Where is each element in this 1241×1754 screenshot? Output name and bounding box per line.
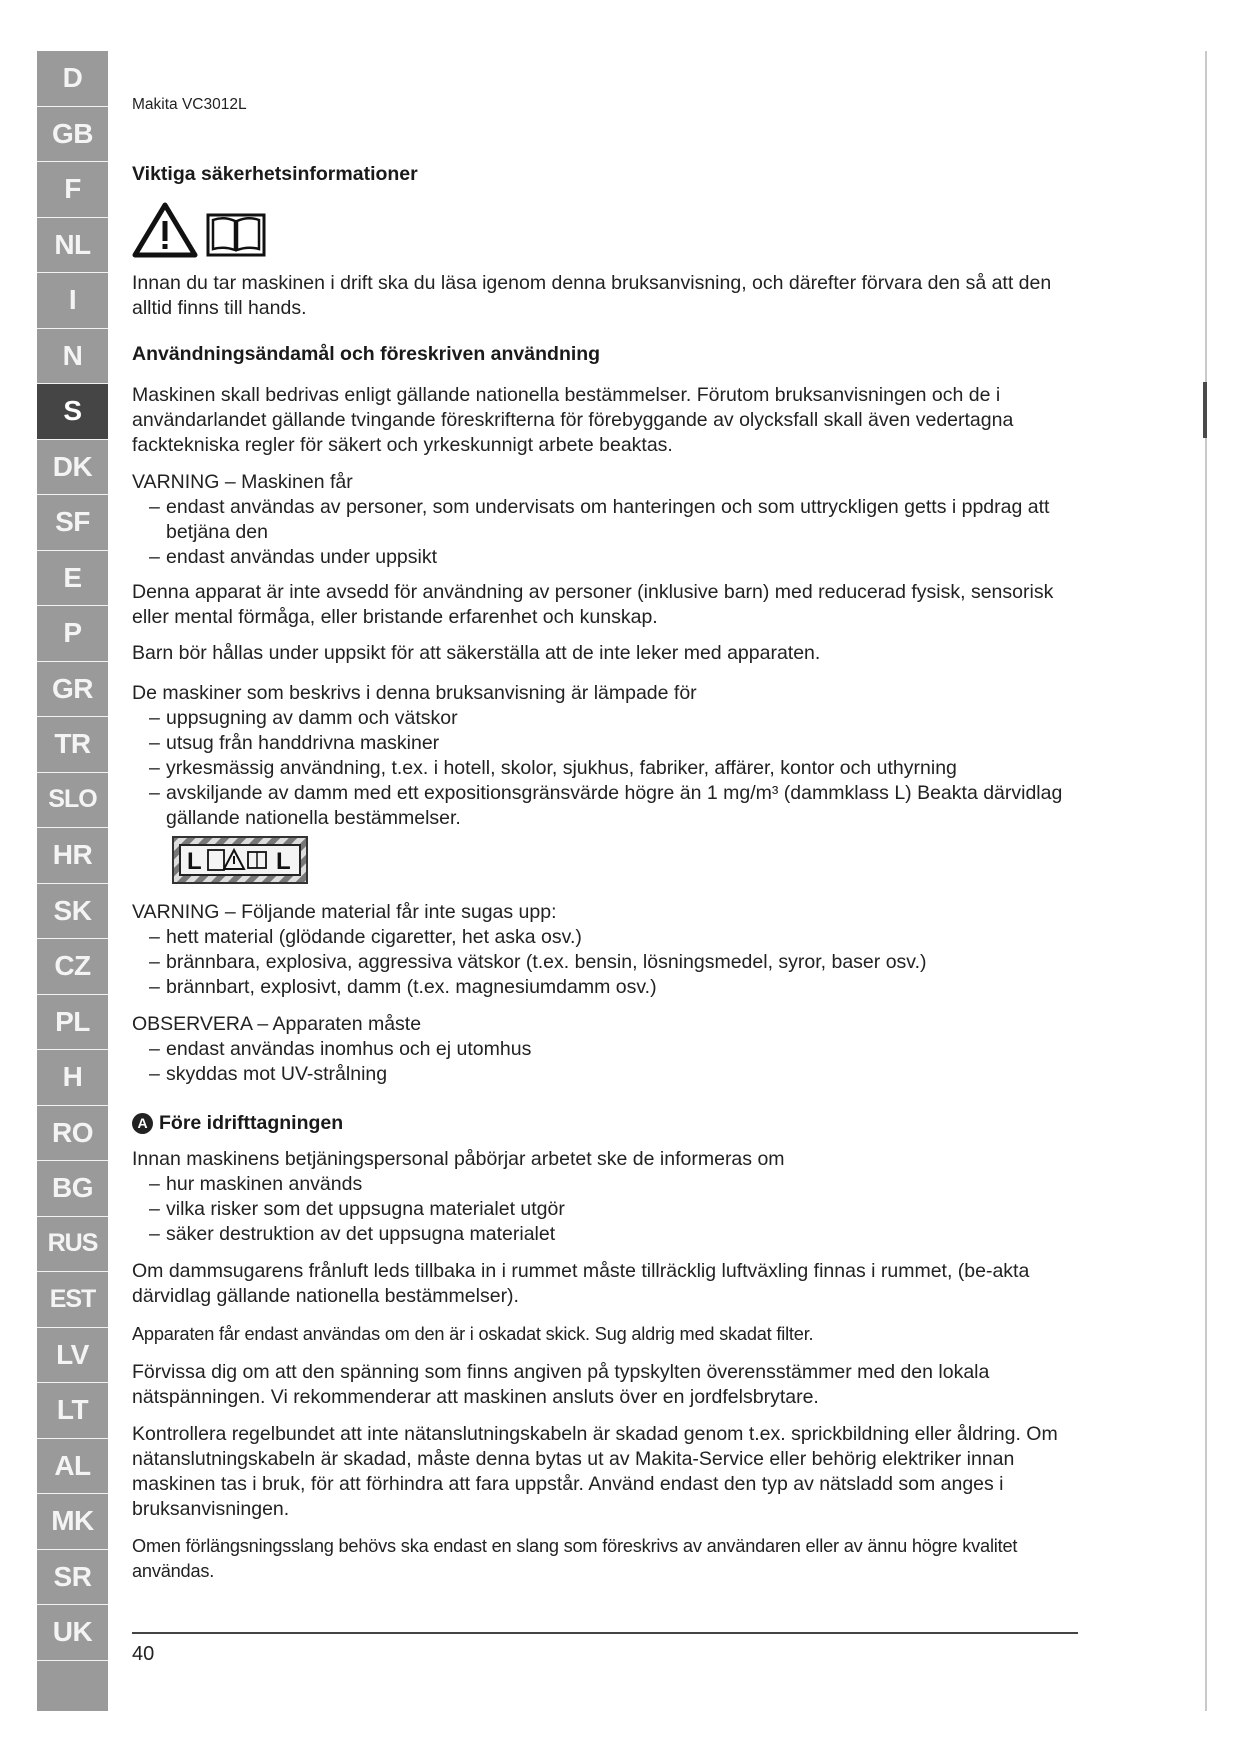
language-tab-mk[interactable]: MK [37, 1494, 108, 1550]
language-tab-nl[interactable]: NL [37, 218, 108, 274]
language-tab-est[interactable]: EST [37, 1272, 108, 1328]
children-paragraph: Barn bör hållas under uppsikt för att säkerställa att de inte leker med apparaten. [132, 642, 821, 664]
language-tab-f[interactable]: F [37, 162, 108, 218]
cable-paragraph: Kontrollera regelbundet att inte nätanslutningskabeln är skadad genom t.ex. sprickbildning eller åldring. Om nätanslutningskabeln är skadad, måste denna bytas ut av Makita-Service eller behörig elektriker innan maskinen tas i bruk, för att förhindra att fara uppstår. Använd endast den typ av nätsladd som anges i bruksanvisningen. [132, 1423, 1058, 1520]
list-item: – uppsugning av damm och vätskor [149, 707, 458, 729]
safety-heading: Viktiga säkerhetsinformationer [132, 163, 418, 185]
voltage-paragraph: Förvissa dig om att den spänning som finns angiven på typskylten överensstämmer med den lokala nätspänningen. Vi rekommenderar att maskinen ansluts över en jordfelsbrytare. [132, 1361, 990, 1408]
note-intro: OBSERVERA – Apparaten måste [132, 1013, 422, 1035]
list-item: – säker destruktion av det uppsugna materialet [149, 1223, 556, 1245]
language-tab-p[interactable]: P [37, 606, 108, 662]
damage-paragraph: Apparaten får endast användas om den är i oskadat skick. Sug aldrig med skadat filter. [132, 1324, 814, 1344]
before-use-intro: Innan maskinens betjäningspersonal påbörjar arbetet ske de informeras om [132, 1148, 785, 1170]
warning-block-materials [132, 900, 1092, 1000]
list-item: – endast användas inomhus och ej utomhus [149, 1038, 532, 1060]
language-tab-tr[interactable]: TR [37, 717, 108, 773]
language-tab-rus[interactable]: RUS [37, 1217, 108, 1273]
dust-class-letter-right: L [276, 848, 291, 875]
language-tab-lt[interactable]: LT [37, 1383, 108, 1439]
list-item: – yrkesmässig användning, t.ex. i hotell, skolor, sjukhus, fabriker, affärer, kontor och uthyrning [149, 757, 957, 779]
list-item: – vilka risker som det uppsugna materialet utgör [149, 1198, 565, 1220]
footer-divider [132, 1632, 1078, 1634]
hose-paragraph: Omen förlängsningsslang behövs ska endast en slang som föreskrivs av användaren eller av ännu högre kvalitet användas. [132, 1536, 1018, 1581]
page-edge-line [1205, 51, 1207, 1711]
language-tab-uk[interactable]: UK [37, 1605, 108, 1661]
language-tab-gr[interactable]: GR [37, 662, 108, 718]
dust-class-l-label [172, 836, 308, 884]
language-tab-d[interactable]: D [37, 51, 108, 107]
language-tab-h[interactable]: H [37, 1050, 108, 1106]
language-tab-ro[interactable]: RO [37, 1106, 108, 1162]
section-a-badge: A [132, 1113, 153, 1134]
intro-paragraph: Innan du tar maskinen i drift ska du läsa igenom denna bruksanvisning, och därefter förvara den så att den alltid finns till hands. [132, 272, 1052, 319]
language-tab-al[interactable]: AL [37, 1439, 108, 1495]
list-item: – utsug från handdrivna maskiner [149, 732, 440, 754]
before-use-heading: A Före idrifttagningen [132, 1112, 343, 1135]
list-item: – brännbart, explosivt, damm (t.ex. magnesiumdamm osv.) [149, 976, 657, 998]
language-sidebar [37, 51, 108, 1711]
language-tab-s[interactable]: S [37, 384, 108, 440]
language-tab-bg[interactable]: BG [37, 1161, 108, 1217]
language-tab-n[interactable]: N [37, 329, 108, 385]
warning-block-operators [132, 470, 1092, 570]
language-tab-pl[interactable]: PL [37, 995, 108, 1051]
safety-icons [132, 202, 266, 258]
exhaust-paragraph: Om dammsugarens frånluft leds tillbaka in i rummet måste tillräcklig luftväxling finnas i rummet, (be-akta därvidlag gällande nationella bestämmelser). [132, 1260, 1030, 1307]
language-tab-cz[interactable]: CZ [37, 939, 108, 995]
page-edge-marker [1203, 382, 1207, 438]
language-tab-sk[interactable]: SK [37, 884, 108, 940]
list-item: – brännbara, explosiva, aggressiva vätskor (t.ex. bensin, lösningsmedel, syror, baser osv.) [149, 951, 927, 973]
language-tab-hr[interactable]: HR [37, 828, 108, 884]
warning-triangle-icon [132, 202, 198, 258]
warning-intro: VARNING – Maskinen får [132, 471, 353, 493]
language-tab-i[interactable]: I [37, 273, 108, 329]
list-item: – hur maskinen används [149, 1173, 363, 1195]
language-tab-sf[interactable]: SF [37, 495, 108, 551]
language-tab-dk[interactable]: DK [37, 440, 108, 496]
list-item: – endast användas under uppsikt [149, 546, 438, 568]
capability-paragraph: Denna apparat är inte avsedd för användning av personer (inklusive barn) med reducerad fysisk, sensorisk eller mental förmåga, eller bristande erfarenhet och kunskap. [132, 581, 1054, 628]
language-tab-e[interactable]: E [37, 551, 108, 607]
language-tab-sr[interactable]: SR [37, 1550, 108, 1606]
list-item: – skyddas mot UV-strålning [149, 1063, 388, 1085]
note-block [132, 1012, 1092, 1087]
usage-paragraph: Maskinen skall bedrivas enligt gällande nationella bestämmelser. Förutom bruksanvisningen och de i användarlandet gällande tvingande föreskrifterna för förebyggande av olycksfall skall även vedertagna facktekniska regler för säkert och yrkeskunnigt arbete beaktas. [132, 384, 1014, 456]
before-use-block [132, 1147, 1092, 1247]
suitable-intro: De maskiner som beskrivs i denna bruksanvisning är lämpade för [132, 682, 697, 704]
list-item: – avskiljande av damm med ett expositionsgränsvärde högre än 1 mg/m³ (dammklass L) Beakta därvidlag gällande nationella bestämmelser. [149, 782, 1063, 829]
list-item: – hett material (glödande cigaretter, het aska osv.) [149, 926, 582, 948]
dust-class-letter-left: L [187, 848, 202, 875]
language-tab-lv[interactable]: LV [37, 1328, 108, 1384]
language-tab-slo[interactable]: SLO [37, 773, 108, 829]
model-label: Makita VC3012L [132, 96, 247, 113]
page-number: 40 [132, 1643, 155, 1665]
list-item: – endast användas av personer, som undervisats om hanteringen och som uttryckligen getts i ppdrag att betjäna den [149, 496, 1050, 543]
read-manual-book-icon [206, 212, 266, 258]
language-tab-gb[interactable]: GB [37, 107, 108, 163]
suitable-uses-block [132, 681, 1092, 831]
warning-intro: VARNING – Följande material får inte sugas upp: [132, 901, 557, 923]
usage-heading: Användningsändamål och föreskriven användning [132, 343, 601, 365]
